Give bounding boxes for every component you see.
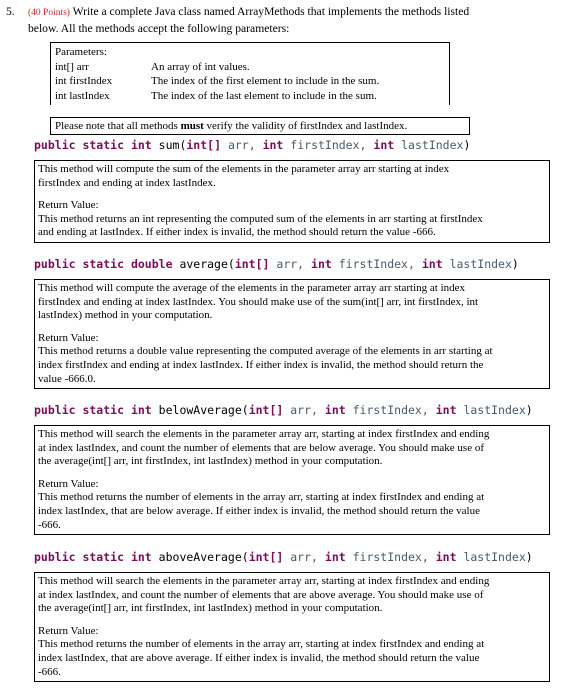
return-value-label: Return Value: xyxy=(38,199,99,212)
method-signature-above-average xyxy=(34,549,533,565)
sig-param-type: int xyxy=(324,550,346,564)
parameters-heading: Parameters: xyxy=(55,46,107,58)
sig-param-type: int[] xyxy=(186,138,221,152)
sig-param-type: int xyxy=(421,257,443,271)
question-header xyxy=(6,4,546,36)
sig-param-name: lastIndex xyxy=(463,550,526,564)
sig-modifier: public static xyxy=(34,403,125,417)
return-line: value -666.0. xyxy=(38,372,96,385)
method-description-below-average xyxy=(34,425,550,535)
method-signature-sum xyxy=(34,137,470,153)
note-text-before: Please note that all methods xyxy=(55,120,181,132)
parameters-table xyxy=(50,42,450,105)
sig-param-name: arr, xyxy=(227,138,256,152)
method-signature-below-average xyxy=(34,402,533,418)
method-description-average xyxy=(34,279,550,389)
description-line: at index lastIndex, and count the number of elements that are above average. You should make use of xyxy=(38,588,484,601)
sig-method-name: aboveAverage( xyxy=(158,550,249,564)
method-signature-average xyxy=(34,256,519,272)
sig-param-type: int xyxy=(311,257,332,271)
sig-param-name: lastIndex xyxy=(401,138,464,152)
sig-param-name: arr, xyxy=(276,257,305,271)
method-description-above-average xyxy=(34,572,550,682)
return-line: -666. xyxy=(38,518,61,531)
question-text-1: Write a complete Java class named ArrayMethods that implements the methods listed xyxy=(72,5,470,18)
return-value-label: Return Value: xyxy=(38,331,99,344)
parameter-row xyxy=(55,60,445,75)
sig-close-paren: ) xyxy=(525,550,533,564)
sig-method-name: average( xyxy=(179,257,235,271)
sig-param-name: firstIndex, xyxy=(352,550,429,564)
sig-param-type: int xyxy=(262,138,284,152)
parameter-desc: An array of int values. xyxy=(151,60,250,73)
question-points: (40 Points) xyxy=(28,8,70,18)
sig-param-type: int[] xyxy=(248,550,284,564)
sig-modifier: public static xyxy=(34,550,125,564)
sig-param-type: int xyxy=(324,403,346,417)
validation-note xyxy=(50,117,470,135)
sig-return-type: int xyxy=(130,138,152,152)
return-value-label: Return Value: xyxy=(38,477,99,490)
parameters-box xyxy=(50,42,450,105)
parameter-row xyxy=(55,89,445,104)
sig-param-type: int xyxy=(435,550,457,564)
description-line: lastIndex) method in your computation. xyxy=(38,309,213,322)
sig-return-type: double xyxy=(130,257,173,271)
return-line: This method returns a double value representing the computed average of the elements in arr starting at xyxy=(38,345,493,358)
return-value-label: Return Value: xyxy=(38,624,99,637)
parameter-desc: The index of the last element to include in the sum. xyxy=(151,89,377,102)
sig-param-type: int[] xyxy=(234,257,270,271)
description-line: This method will compute the average of the elements in the parameter array arr starting at index xyxy=(38,282,466,294)
sig-method-name: belowAverage( xyxy=(158,403,249,417)
return-line: This method returns the number of elements in the array arr, starting at index firstIndex and ending at xyxy=(38,491,485,504)
description-line: the average(int[] arr, int firstIndex, int lastIndex) method in your computation. xyxy=(38,455,383,468)
return-line: This method returns an int representing the computed sum of the elements in arr starting at firstIndex xyxy=(38,212,483,225)
sig-close-paren: ) xyxy=(511,257,519,271)
sig-modifier: public static xyxy=(34,257,125,271)
return-line: and ending at lastIndex. If either index is invalid, the method should return the value -666. xyxy=(38,226,436,239)
sig-param-type: int[] xyxy=(248,403,284,417)
sig-modifier: public static xyxy=(34,138,125,152)
sig-param-name: firstIndex, xyxy=(352,403,429,417)
return-line: -666. xyxy=(38,665,61,678)
description-line: This method will search the elements in the parameter array arr, starting at index firstIndex and ending xyxy=(38,575,490,587)
sig-param-name: lastIndex xyxy=(449,257,512,271)
sig-param-type: int xyxy=(373,138,395,152)
sig-return-type: int xyxy=(130,403,152,417)
description-line: the average(int[] arr, int firstIndex, int lastIndex) method in your computation. xyxy=(38,602,383,615)
parameter-name: int lastIndex xyxy=(55,89,110,102)
sig-param-name: arr, xyxy=(290,550,318,564)
question-line-1 xyxy=(6,4,546,21)
sig-param-type: int xyxy=(435,403,457,417)
sig-close-paren: ) xyxy=(525,403,533,417)
sig-param-name: arr, xyxy=(290,403,318,417)
sig-param-name: lastIndex xyxy=(463,403,526,417)
note-text-after: verify the validity of firstIndex and lastIndex. xyxy=(203,120,408,132)
question-number: 5. xyxy=(6,5,15,18)
note-text-bold: must xyxy=(180,120,204,132)
validation-note-box xyxy=(50,117,470,135)
method-description-sum xyxy=(34,160,550,243)
sig-param-name: firstIndex, xyxy=(290,138,367,152)
sig-close-paren: ) xyxy=(463,138,471,152)
parameter-row xyxy=(55,74,445,89)
return-line: index lastIndex, that are below average. If either index is invalid, the method should return the value xyxy=(38,504,480,517)
question-text-2: below. All the methods accept the following parameters: xyxy=(28,22,290,35)
sig-param-name: firstIndex, xyxy=(338,257,415,271)
description-line: firstIndex and ending at index lastIndex. You should make use of the sum(int[] arr, int firstIndex, int xyxy=(38,295,479,308)
description-line: This method will compute the sum of the elements in the parameter array arr starting at index xyxy=(38,163,450,175)
return-line: index lastIndex, that are above average. If either index is invalid, the method should return the value xyxy=(38,651,480,664)
description-line: at index lastIndex, and count the number of elements that are below average. You should make use of xyxy=(38,441,484,454)
parameter-name: int[] arr xyxy=(55,60,89,73)
sig-method-name: sum( xyxy=(158,138,187,152)
description-line: firstIndex and ending at index lastIndex. xyxy=(38,176,216,189)
parameter-desc: The index of the first element to include in the sum. xyxy=(151,75,380,87)
return-line: This method returns the number of elements in the array arr, starting at index firstIndex and ending at xyxy=(38,638,485,651)
return-line: index firstIndex and ending at index lastIndex. If either index is invalid, the method should return the xyxy=(38,358,484,371)
sig-return-type: int xyxy=(130,550,152,564)
description-line: This method will search the elements in the parameter array arr, starting at index firstIndex and ending xyxy=(38,428,490,440)
parameter-name: int firstIndex xyxy=(55,75,113,87)
